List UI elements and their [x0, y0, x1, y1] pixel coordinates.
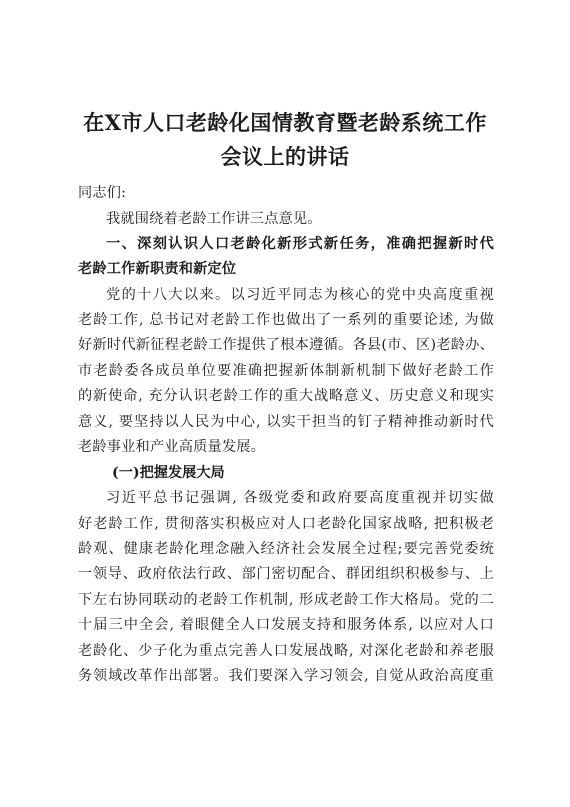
- paragraph-line: 好老龄工作, 贯彻落实积极应对人口老龄化国家战略, 把积极老: [78, 516, 494, 532]
- paragraph-line: 龄观、健康老龄化理念融入经济社会发展全过程;要完善党委统: [78, 541, 494, 557]
- paragraph-line: 我就围绕着老龄工作讲三点意见。: [106, 211, 322, 227]
- paragraph-line: 的新使命, 充分认识老龄工作的重大战略意义、历史意义和现实: [78, 388, 494, 404]
- paragraph-line: 一领导、政府依法行政、部门密切配合、群团组织积极参与、上: [78, 566, 494, 582]
- paragraph-line: 十届三中全会, 着眼健全人口发展支持和服务体系, 以应对人口: [78, 617, 494, 633]
- paragraph-line: 务领域改革作出部署。我们要深入学习领会, 自觉从政治高度重: [78, 668, 494, 684]
- paragraph-line: 下左右协同联动的老龄工作机制, 形成老龄工作大格局。党的二: [78, 592, 494, 608]
- paragraph-line: 意义, 要坚持以人民为中心, 以实干担当的钉子精神推动新时代: [78, 414, 494, 430]
- paragraph-line: 老龄化、少子化为重点完善人口发展战略, 对深化老龄和养老服: [78, 643, 494, 659]
- subsection-heading: (一)把握发展大局: [112, 465, 225, 481]
- paragraph-line: 市老龄委各成员单位要准确把握新体制新机制下做好老龄工作: [78, 363, 494, 379]
- paragraph-line: 党的十八大以来。以习近平同志为核心的党中央高度重视: [106, 287, 494, 303]
- section-heading-line: 老龄工作新职责和新定位: [78, 261, 237, 277]
- salutation: 同志们:: [78, 185, 127, 201]
- paragraph-line: 老龄事业和产业高质量发展。: [78, 439, 266, 455]
- paragraph-line: 习近平总书记强调, 各级党委和政府要高度重视并切实做: [106, 490, 494, 506]
- document-title-line1: 在X市人口老龄化国情教育暨老龄系统工作: [83, 110, 487, 135]
- document-title-line2: 会议上的讲话: [220, 144, 350, 169]
- paragraph-line: 好新时代新征程老龄工作提供了根本遵循。各县(市、区)老龄办、: [78, 337, 494, 353]
- paragraph-line: 老龄工作, 总书记对老龄工作也做出了一系列的重要论述, 为做: [78, 312, 494, 328]
- section-heading-line: 一、深刻认识人口老龄化新形式新任务，准确把握新时代: [106, 236, 494, 252]
